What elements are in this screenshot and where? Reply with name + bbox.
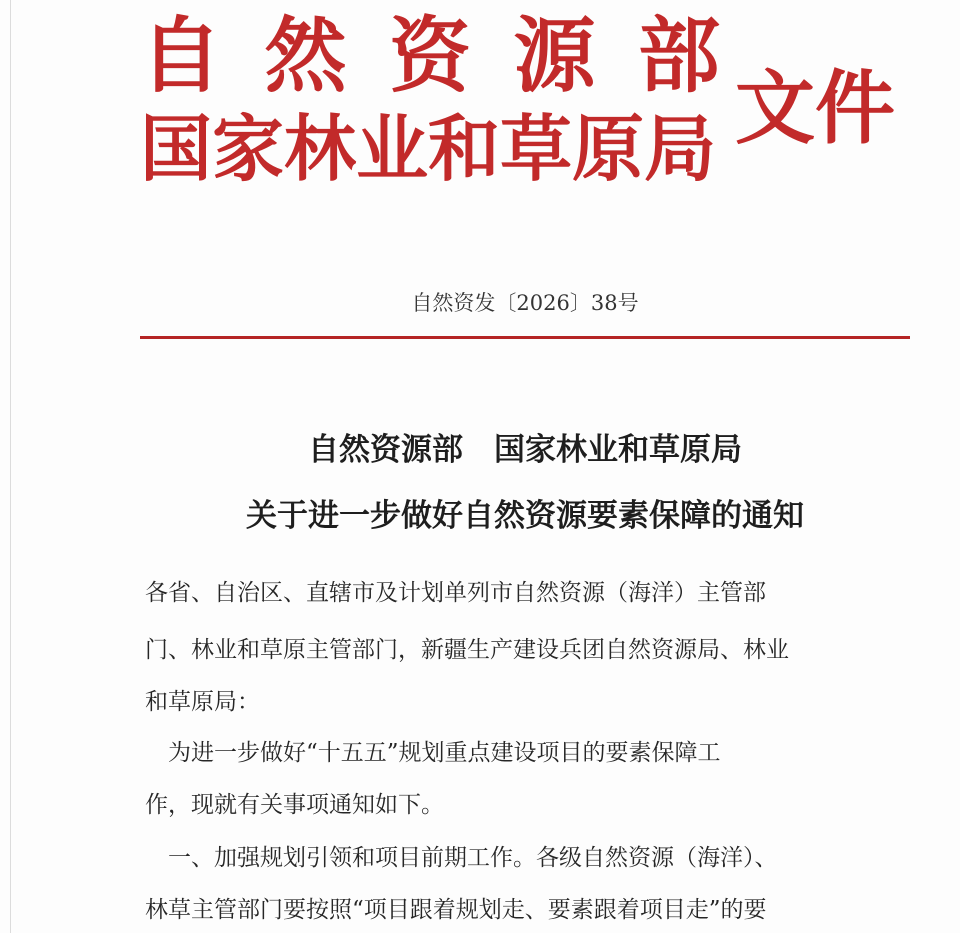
header-org-line-2: 国家林业和草原局 — [140, 106, 717, 191]
body-line: 作，现就有关事项通知如下。 — [145, 792, 444, 818]
body-line: 一、加强规划引领和项目前期工作。各级自然资源（海洋）、 — [145, 845, 778, 871]
notice-title-line-1: 自然资源部 国家林业和草原局 — [308, 432, 742, 468]
body-line: 林草主管部门要按照“项目跟着规划走、要素跟着项目走”的要 — [145, 897, 767, 923]
body-line: 为进一步做好“十五五”规划重点建设项目的要素保障工 — [145, 740, 721, 766]
header-document-suffix: 文件 — [735, 61, 895, 155]
body-line: 和草原局： — [145, 689, 260, 715]
header-char: 自 — [140, 8, 223, 104]
body-line: 门、林业和草原主管部门，新疆生产建设兵团自然资源局、林业 — [145, 637, 789, 663]
header-char: 然 — [264, 8, 347, 104]
header-char: 部 — [637, 8, 720, 104]
body-line: 各省、自治区、直辖市及计划单列市自然资源（海洋）主管部 — [145, 580, 766, 606]
header-char: 资 — [388, 8, 471, 104]
header-org-line-1 — [140, 8, 720, 104]
document-number: 自然资发〔2026〕38号 — [411, 291, 639, 315]
red-separator-line — [140, 336, 910, 339]
notice-title-line-2: 关于进一步做好自然资源要素保障的通知 — [246, 498, 804, 534]
header-char: 源 — [513, 8, 596, 104]
